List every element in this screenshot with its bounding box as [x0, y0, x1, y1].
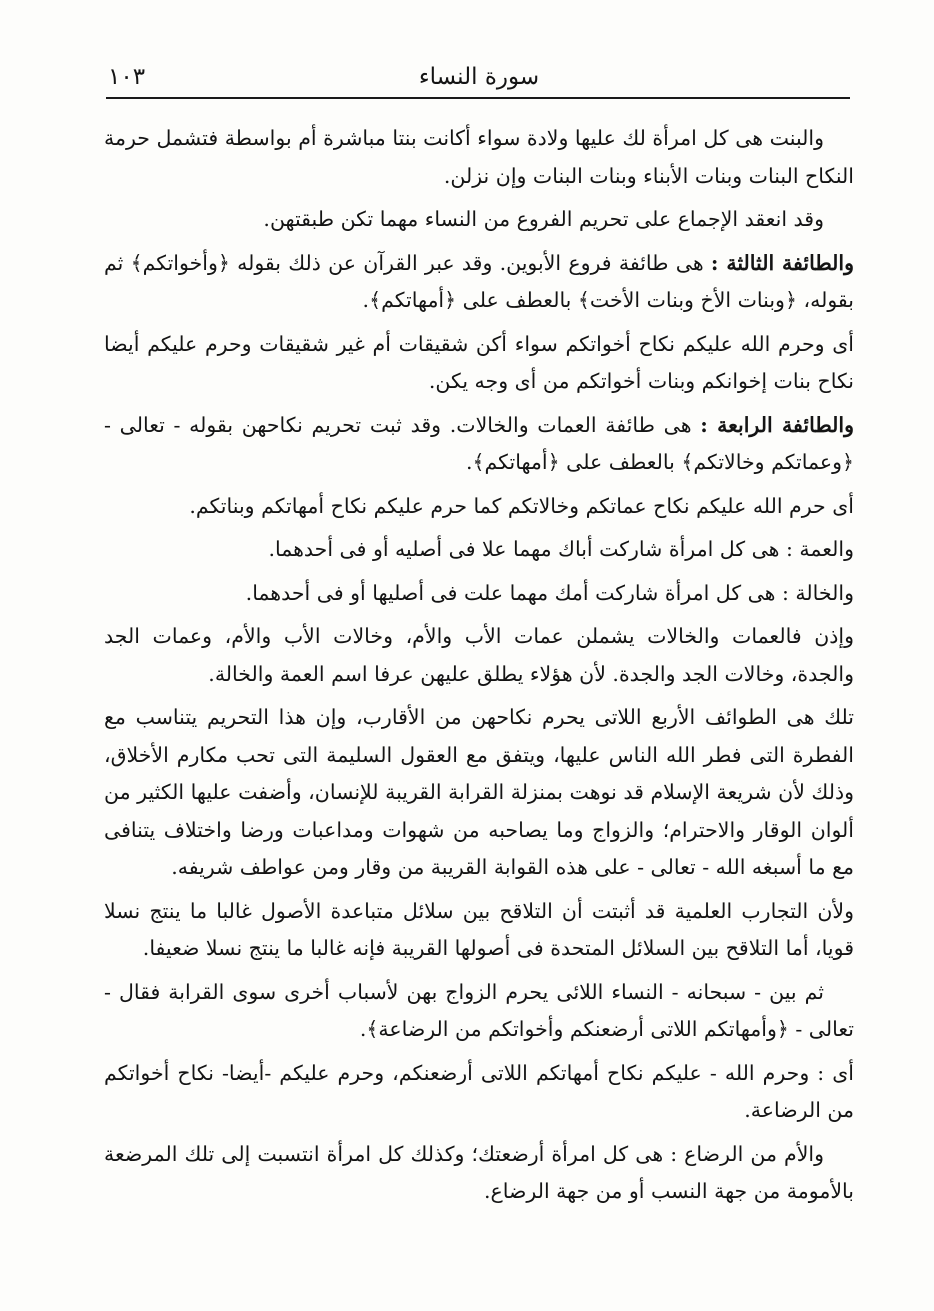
paragraph: [104, 699, 854, 887]
paragraph: [104, 120, 854, 195]
paragraph: [104, 407, 854, 482]
page-header: [108, 58, 850, 98]
paragraph: [104, 245, 854, 320]
page-body: [104, 120, 854, 1217]
paragraph-text: وقد انعقد الإجماع على تحريم الفروع من النساء مهما تكن طبقتهن.: [263, 207, 824, 231]
paragraph-text: تلك هى الطوائف الأربع اللاتى يحرم نكاحهن من الأقارب، وإن هذا التحريم يتناسب مع الفطرة التى فطر الله الناس عليها، ويتفق مع العقول السليمة التى تحب مكارم الأخلاق، وذلك لأن شريعة الإسلام قد نوهت بمنزلة القرابة القريبة للإنسان، وأضفت عليها الكثير من ألوان الوقار والاحترام؛ والزواج وما يصاحبه من شهوات ومداعبات ورضا واختلاف يتنافى مع ما أسبغه الله - تعالى - على هذه القوابة القريبة من وقار ومن عواطف شريفه.: [104, 705, 854, 879]
page-number: ١٠٣: [108, 64, 146, 90]
paragraph-text: ولأن التجارب العلمية قد أثبتت أن التلاقح بين سلائل متباعدة الأصول غالبا ما ينتج نسلا قويا، أما التلاقح بين السلائل المتحدة فى أصولها القريبة فإنه غالبا ما ينتج نسلا ضعيفا.: [104, 898, 854, 960]
paragraph-heading: والطائفة الرابعة :: [700, 412, 854, 437]
paragraph: [104, 1136, 854, 1211]
paragraph-text: هى طائفة العمات والخالات. وقد ثبت تحريم نكاحهن بقوله - تعالى - ﴿وعماتكم وخالاتكم﴾ بالعطف على ﴿أمهاتكم﴾.: [104, 412, 854, 474]
paragraph-text: أى وحرم الله عليكم نكاح أخواتكم سواء أكن شقيقات أم غير شقيقات وحرم عليكم أيضا نكاح بنات إخوانكم وبنات أخواتكم من أى وجه يكن.: [104, 331, 854, 393]
paragraph: [104, 531, 854, 569]
paragraph-text: هى طائفة فروع الأبوين. وقد عبر القرآن عن ذلك بقوله ﴿وأخواتكم﴾ ثم بقوله، ﴿وبنات الأخ وبنات الأخت﴾ بالعطف على ﴿أمهاتكم﴾.: [104, 250, 854, 312]
paragraph: [104, 618, 854, 693]
paragraph-text: أى حرم الله عليكم نكاح عماتكم وخالاتكم كما حرم عليكم نكاح أمهاتكم وبناتكم.: [189, 493, 854, 518]
surah-title: سورة النساء: [418, 64, 540, 90]
paragraph: [104, 1055, 854, 1130]
paragraph-text: والخالة : هى كل امرأة شاركت أمك مهما علت فى أصليها أو فى أحدهما.: [245, 580, 854, 605]
paragraph-text: والبنت هى كل امرأة لك عليها ولادة سواء أكانت بنتا مباشرة أم بواسطة فتشمل حرمة النكاح البنات وبنات الأبناء وبنات البنات وإن نزلن.: [104, 126, 854, 188]
paragraph: [104, 326, 854, 401]
paragraph-text: والعمة : هى كل امرأة شاركت أباك مهما علا فى أصليه أو فى أحدهما.: [268, 537, 854, 561]
paragraph: [104, 974, 854, 1049]
paragraph: [104, 488, 854, 526]
paragraph-text: ثم بين - سبحانه - النساء اللائى يحرم الزواج بهن لأسباب أخرى سوى القرابة فقال - تعالى - ﴿وأمهاتكم اللاتى أرضعنكم وأخواتكم من الرضاعة﴾.: [104, 979, 854, 1041]
paragraph-heading: والطائفة الثالثة :: [710, 250, 854, 275]
paragraph: [104, 575, 854, 613]
header-rule: [106, 97, 850, 99]
paragraph: [104, 201, 854, 239]
paragraph-text: وإذن فالعمات والخالات يشملن عمات الأب والأم، وخالات الأب والأم، وعمات الجد والجدة، وخالات الجد والجدة. لأن هؤلاء يطلق عليهن عرفا اسم العمة والخالة.: [104, 624, 854, 686]
paragraph-text: أى : وحرم الله - عليكم نكاح أمهاتكم اللاتى أرضعنكم، وحرم عليكم -أيضا- نكاح أخواتكم من الرضاعة.: [104, 1060, 854, 1122]
paragraph: [104, 893, 854, 968]
paragraph-text: والأم من الرضاع : هى كل امرأة أرضعتك؛ وكذلك كل امرأة انتسبت إلى تلك المرضعة بالأمومة من جهة النسب أو من جهة الرضاع.: [104, 1141, 854, 1203]
